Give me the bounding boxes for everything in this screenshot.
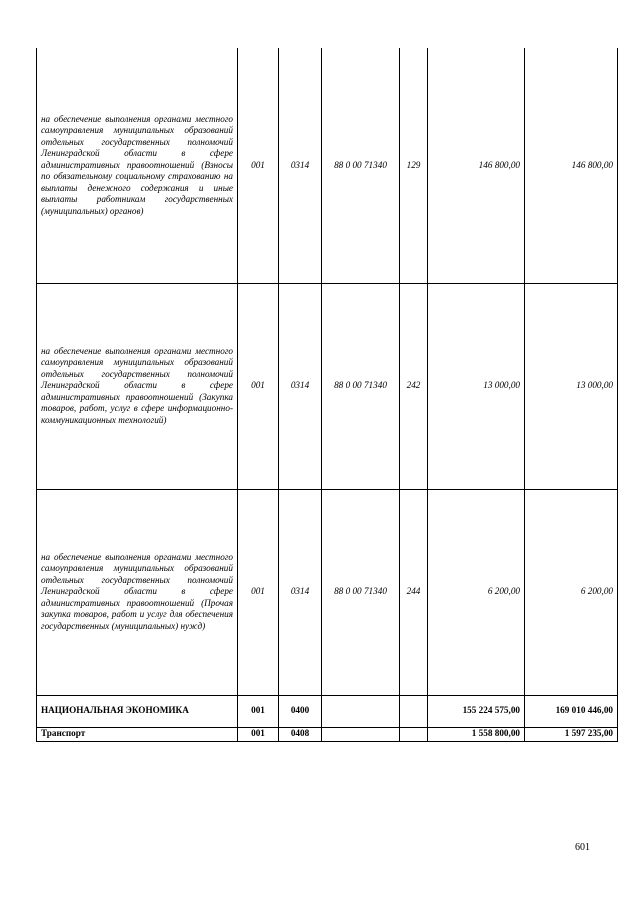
budget-table	[36, 48, 618, 742]
sum-year-1: 155 224 575,00	[428, 695, 525, 727]
admin-code: 001	[238, 695, 279, 727]
sum-year-2: 146 800,00	[525, 48, 618, 283]
target-code: 88 0 00 71340	[322, 48, 400, 283]
expense-type-code	[400, 727, 428, 741]
admin-code: 001	[238, 283, 279, 489]
sum-year-1: 146 800,00	[428, 48, 525, 283]
admin-code: 001	[238, 48, 279, 283]
table-row	[37, 489, 618, 695]
expense-type-code	[400, 695, 428, 727]
admin-code: 001	[238, 727, 279, 741]
section-code: 0408	[279, 727, 322, 741]
expense-type-code: 129	[400, 48, 428, 283]
target-code: 88 0 00 71340	[322, 283, 400, 489]
row-description: на обеспечение выполнения органами местного самоуправления муниципальных образований отдельных государственных полномочий Ленинградской области в сфере административных правоотношений (Прочая закупка товаров, работ и услуг для обеспечения государственных (муниципальных) нужд)	[37, 489, 238, 695]
row-description: Транспорт	[37, 727, 238, 741]
section-code: 0314	[279, 48, 322, 283]
table-row	[37, 283, 618, 489]
section-code: 0314	[279, 283, 322, 489]
table-row	[37, 48, 618, 283]
sum-year-2: 13 000,00	[525, 283, 618, 489]
sum-year-2: 169 010 446,00	[525, 695, 618, 727]
admin-code: 001	[238, 489, 279, 695]
sum-year-1: 6 200,00	[428, 489, 525, 695]
expense-type-code: 244	[400, 489, 428, 695]
sum-year-1: 13 000,00	[428, 283, 525, 489]
row-description: на обеспечение выполнения органами местного самоуправления муниципальных образований отдельных государственных полномочий Ленинградской области в сфере административных правоотношений (Закупка товаров, работ, услуг в сфере информационно-коммуникационных технологий)	[37, 283, 238, 489]
table-row	[37, 727, 618, 741]
sum-year-2: 1 597 235,00	[525, 727, 618, 741]
section-code: 0314	[279, 489, 322, 695]
expense-type-code: 242	[400, 283, 428, 489]
table-row	[37, 695, 618, 727]
target-code	[322, 695, 400, 727]
sum-year-1: 1 558 800,00	[428, 727, 525, 741]
target-code	[322, 727, 400, 741]
row-description: на обеспечение выполнения органами местного самоуправления муниципальных образований отдельных государственных полномочий Ленинградской области в сфере административных правоотношений (Взносы по обязательному социальному страхованию на выплаты денежного содержания и иные выплаты работникам государственных (муниципальных) органов)	[37, 48, 238, 283]
row-description: НАЦИОНАЛЬНАЯ ЭКОНОМИКА	[37, 695, 238, 727]
section-code: 0400	[279, 695, 322, 727]
target-code: 88 0 00 71340	[322, 489, 400, 695]
page-number: 601	[575, 842, 590, 853]
sum-year-2: 6 200,00	[525, 489, 618, 695]
